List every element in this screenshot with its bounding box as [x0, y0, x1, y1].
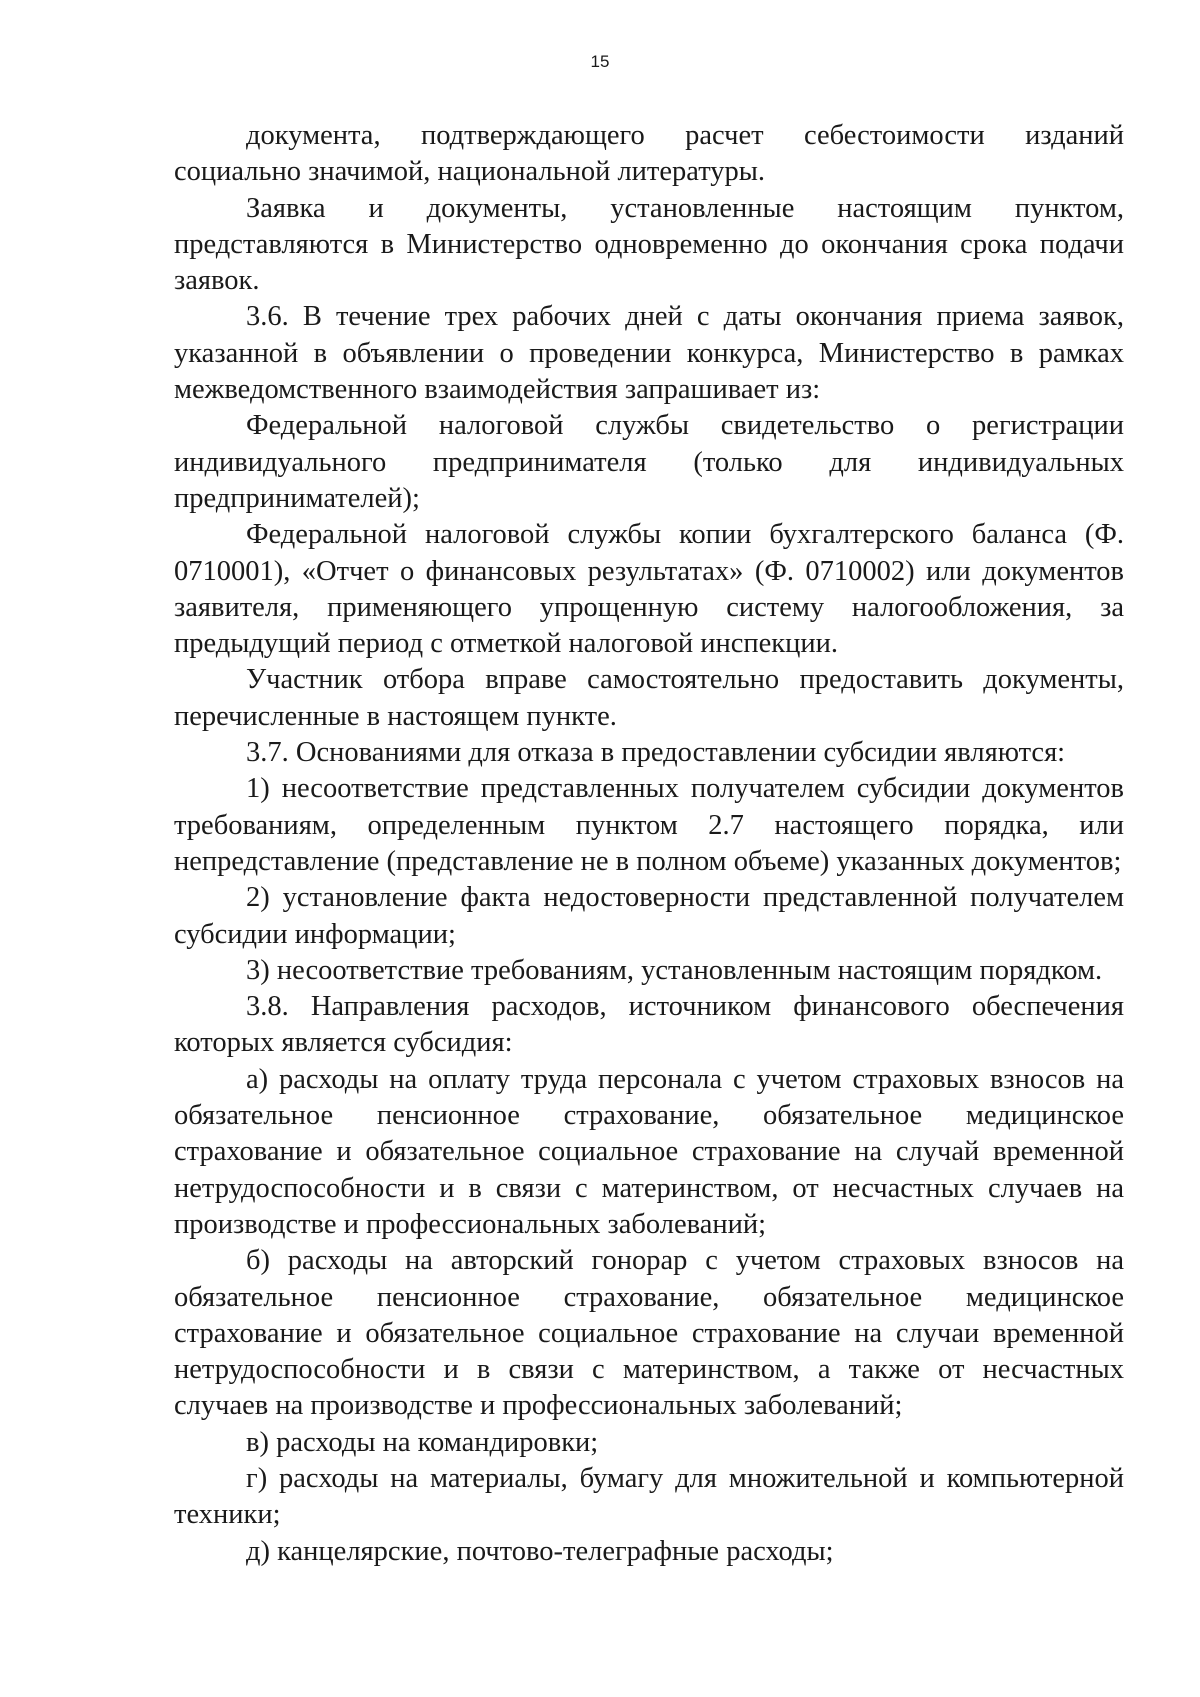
paragraph: Федеральной налоговой службы копии бухгалтерского баланса (Ф. 0710001), «Отчет о финансовых результатах» (Ф. 0710002) или документов заявителя, применяющего упрощенную систему налогообложения, за предыдущий период с отметкой налоговой инспекции.	[174, 519, 1124, 660]
paragraph: документа, подтверждающего расчет себестоимости изданий социально значимой, национальной литературы.	[174, 120, 1124, 188]
paragraph: 3.7. Основаниями для отказа в предоставлении субсидии являются:	[246, 737, 1066, 769]
list-item: г) расходы на материалы, бумагу для множительной и компьютерной техники;	[174, 1462, 1124, 1531]
list-item: в) расходы на командировки;	[246, 1426, 599, 1458]
document-body	[174, 118, 1124, 1570]
list-item: 1) несоответствие представленных получателем субсидии документов требованиям, определенным пунктом 2.7 настоящего порядка, или непредставление (представление не в полном объеме) указанных документов;	[174, 773, 1124, 877]
paragraph: 3.8. Направления расходов, источником финансового обеспечения которых является субсидия:	[174, 991, 1124, 1059]
paragraph: 3.6. В течение трех рабочих дней с даты окончания приема заявок, указанной в объявлении о проведении конкурса, Министерство в рамках межведомственного взаимодействия запрашивает из:	[174, 301, 1124, 406]
page-number: 15	[590, 52, 610, 71]
list-item: д) канцелярские, почтово-телеграфные расходы;	[246, 1535, 834, 1567]
list-item: 3) несоответствие требованиям, установленным настоящим порядком.	[246, 954, 1103, 986]
list-item: а) расходы на оплату труда персонала с учетом страховых взносов на обязательное пенсионное страхование, обязательное медицинское страхование и обязательное социальное страхование на случай временной нетрудоспособности и в связи с материнством, от несчастных случаев на производстве и профессиональных заболеваний;	[174, 1063, 1124, 1240]
list-item: 2) установление факта недостоверности представленной получателем субсидии информации;	[174, 882, 1124, 950]
paragraph: Заявка и документы, установленные настоящим пунктом, представляются в Министерство одновременно до окончания срока подачи заявок.	[174, 192, 1124, 297]
list-item: б) расходы на авторский гонорар с учетом страховых взносов на обязательное пенсионное страхование, обязательное медицинское страхование и обязательное социальное страхование на случаи временной нетрудоспособности и в связи с материнством, а также от несчастных случаев на производстве и профессиональных заболеваний;	[174, 1245, 1124, 1422]
paragraph: Федеральной налоговой службы свидетельство о регистрации индивидуального предпринимателя (только для индивидуальных предпринимателей);	[174, 410, 1124, 514]
paragraph: Участник отбора вправе самостоятельно предоставить документы, перечисленные в настоящем пункте.	[174, 664, 1124, 732]
